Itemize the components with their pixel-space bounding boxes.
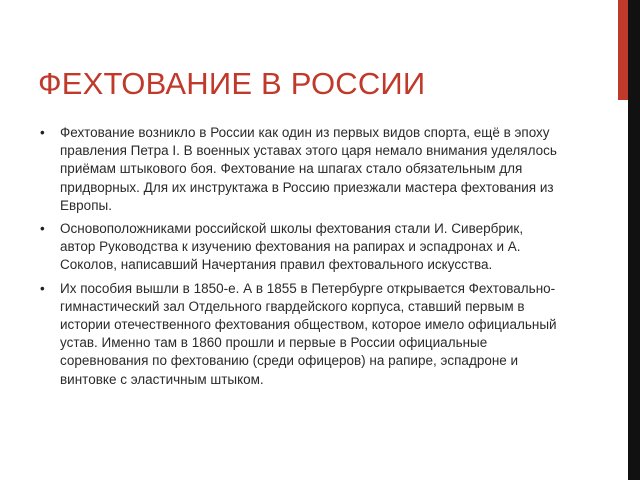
bullet-text: Их пособия вышли в 1850-е. А в 1855 в Петербурге открывается Фехтовально-гимнастический зал Отдельного гвардейского корпуса, ставший первым в истории отечественного фехтования обществом, которое имело официальный устав. Именно там в 1860 прошли и первые в России официальные соревнования по фехтованию (среди офицеров) на рапире, эспадроне и винтовке с эластичным штыком. — [60, 280, 557, 387]
bullet-list — [38, 124, 558, 394]
bullet-dot-icon: • — [40, 125, 45, 140]
bullet-item — [38, 280, 558, 389]
decorative-black-bar — [628, 0, 640, 480]
bullet-dot-icon: • — [40, 221, 45, 237]
slide-title: ФЕХТОВАНИЕ В РОССИИ — [38, 66, 426, 101]
bullet-text: Фехтование возникло в России как один из первых видов спорта, ещё в эпоху правления Петра I. В военных уставах этого царя немало внимания уделялось приёмам штыкового боя. Фехтование на шпагах стало обязательным для придворных. Для их инструктажа в Россию приезжали мастера фехтования из Европы. — [60, 125, 557, 213]
bullet-dot-icon: • — [40, 280, 45, 296]
bullet-item — [38, 220, 558, 275]
bullet-text: Основоположниками российской школы фехтования стали И. Сивербрик, автор Руководства к изучению фехтования на рапирах и эспадронах и А. Соколов, написавший Начертания правил фехтовального искусства. — [60, 221, 524, 273]
decorative-red-bar — [618, 0, 628, 100]
bullet-item — [38, 124, 558, 215]
